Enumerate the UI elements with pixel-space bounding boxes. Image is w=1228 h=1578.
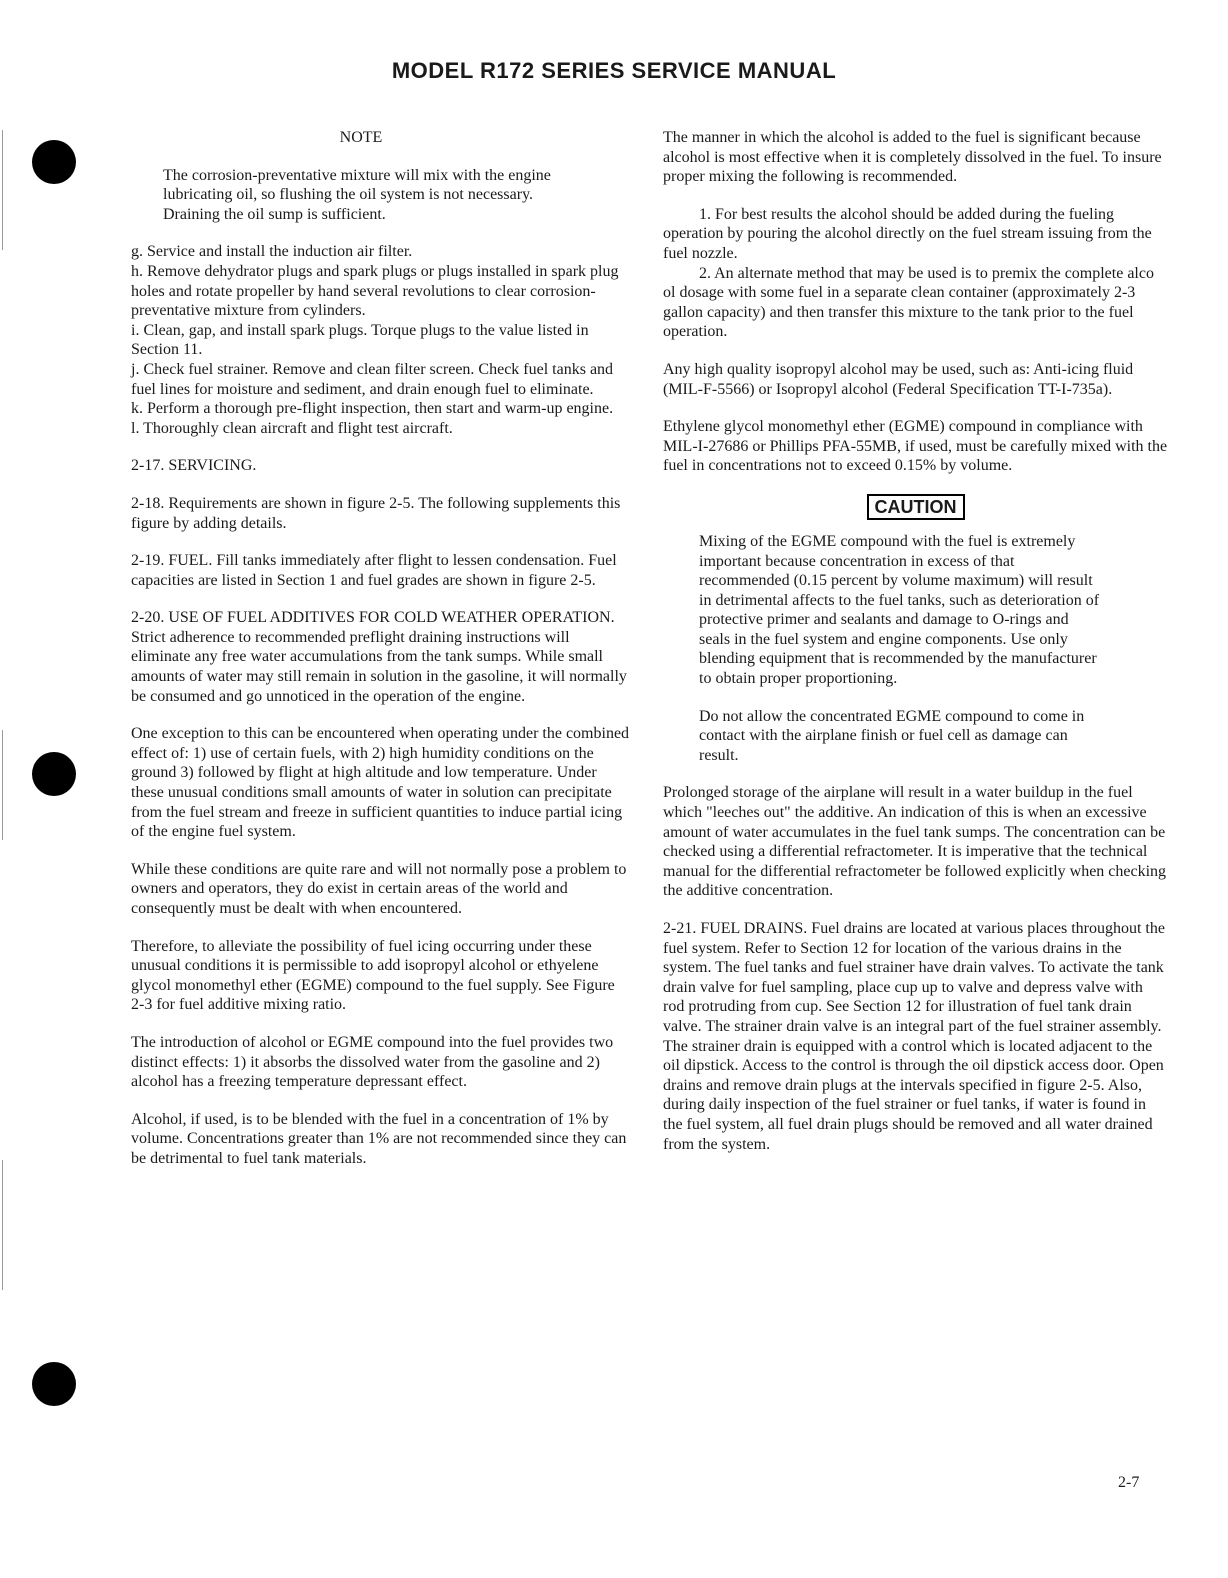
paragraph-introduction: The introduction of alcohol or EGME compound into the fuel provides two distinct effects: 1) it absorbs the dissolved water from the gasoline and 2) alcohol has a freezing temperature depressant effect. bbox=[131, 1033, 614, 1091]
caution-label: CAUTION bbox=[867, 494, 965, 520]
paragraph-2-19: 2-19. FUEL. Fill tanks immediately after flight to lessen condensation. Fuel capacities are listed in Section 1 and fuel grades are shown in figure 2-5. bbox=[131, 552, 617, 589]
paragraph-manner: The manner in which the alcohol is added to the fuel is significant because alcohol is most effective when it is completely dissolved in the fuel. To insure proper mixing the following is recommended. bbox=[663, 129, 1162, 186]
caution-text-1: Mixing of the EGME compound with the fuel is extremely important because concentration in excess of that recommended (0.15 percent by volume maximum) will result in detrimental affects to the fuel tanks, such as deterioration of protective primer and sealants and damage to O-rings and seals in the fuel system and engine components. Use only blending equipment that is recommended by the manufacturer to obtain proper proportioning. bbox=[699, 532, 1100, 688]
caution-text-2: Do not allow the concentrated EGME compound to come in contact with the airplane finish or fuel cell as damage can result. bbox=[699, 707, 1085, 764]
binder-hole-middle bbox=[32, 752, 76, 796]
binder-hole-bottom bbox=[32, 1362, 76, 1406]
scan-edge-line bbox=[2, 130, 3, 250]
procedure-steps bbox=[131, 242, 631, 438]
scan-edge-line bbox=[2, 1160, 3, 1290]
step-j: j. Check fuel strainer. Remove and clean filter screen. Check fuel tanks and fuel lines for moisture and sediment, and drain enough fuel to eliminate. bbox=[131, 360, 614, 398]
scan-edge-line bbox=[2, 730, 3, 840]
step-l: l. Thoroughly clean aircraft and flight test aircraft. bbox=[131, 419, 453, 437]
paragraph-conditions: While these conditions are quite rare and will not normally pose a problem to owners and operators, they do exist in certain areas of the world and consequently must be dealt with when encountered. bbox=[131, 860, 627, 917]
step-h: h. Remove dehydrator plugs and spark plugs or plugs installed in spark plug holes and rotate propeller by hand several revolutions to clear corrosion-preventative mixture from cylinders. bbox=[131, 262, 619, 320]
left-column bbox=[131, 128, 631, 1187]
paragraph-2-18: 2-18. Requirements are shown in figure 2-5. The following supplements this figure by adding details. bbox=[131, 494, 621, 532]
step-i: i. Clean, gap, and install spark plugs. Torque plugs to the value listed in Section 11. bbox=[131, 321, 589, 359]
paragraph-2-21: 2-21. FUEL DRAINS. Fuel drains are located at various places throughout the fuel system. Refer to Section 12 for location of the various drains in the system. The fuel tanks and fuel strainer have drain valves. To activate the tank drain valve for fuel sampling, place cup up to valve and depress valve with rod protruding from cup. See Section 12 for illustration of fuel tank drain valve. The strainer drain valve is an integral part of the fuel strainer assembly. The strainer drain is equipped with a control which is located adjacent to the oil dipstick. Access to the control is through the oil dipstick access door. Open drains and remove drain plugs at the intervals specified in figure 2-5. Also, during daily inspection of the fuel strainer or fuel tanks, if water is found in the fuel system, all fuel drain plugs should be removed and all water drained from the system. bbox=[663, 920, 1165, 1153]
paragraph-exception: One exception to this can be encountered when operating under the combined effect of: 1) use of certain fuels, with 2) high humidity conditions on the ground 3) followed by flight at high altitude and low temperature. Under these unusual conditions small amounts of water in solution can precipitate from the fuel stream and freeze in sufficient quantities to induce partial icing of the engine fuel system. bbox=[131, 725, 630, 841]
section-heading-servicing: 2-17. SERVICING. bbox=[131, 457, 257, 475]
page-number: 2-7 bbox=[1118, 1474, 1140, 1491]
page-title: MODEL R172 SERIES SERVICE MANUAL bbox=[391, 58, 837, 83]
step-k: k. Perform a thorough pre-flight inspection, then start and warm-up engine. bbox=[131, 400, 614, 418]
paragraph-storage: Prolonged storage of the airplane will result in a water buildup in the fuel which "leeches out" the additive. An indication of this is when an excessive amount of water accumulates in the fuel tank sumps. The concentration can be checked using a differential refractometer. It is imperative that the technical manual for the differential refractometer be followed explicitly when checking the additive concentration. bbox=[663, 784, 1167, 900]
paragraph-alcohol: Alcohol, if used, is to be blended with the fuel in a concentration of 1% by volume. Concentrations greater than 1% are not recommended since they can be detrimental to fuel tank materials. bbox=[131, 1110, 627, 1167]
method-item-2: 2. An alternate method that may be used is to premix the complete alco ol dosage with some fuel in a separate clean container (approximately 2-3 gallon capacity) and then transfer this mixture to the tank prior to the fuel operation. bbox=[663, 264, 1154, 341]
paragraph-isopropyl: Any high quality isopropyl alcohol may be used, such as: Anti-icing fluid (MIL-F-5566) or Isopropyl alcohol (Federal Specification TT-I-735a). bbox=[663, 360, 1134, 398]
caution-banner bbox=[663, 494, 1168, 520]
note-heading: NOTE bbox=[339, 129, 383, 146]
step-g: g. Service and install the induction air filter. bbox=[131, 243, 413, 261]
paragraph-egme: Ethylene glycol monomethyl ether (EGME) compound in compliance with MIL-I-27686 or Phillips PFA-55MB, if used, must be carefully mixed with the fuel in concentrations not to exceed 0.15% by volume. bbox=[663, 418, 1168, 475]
paragraph-2-20: 2-20. USE OF FUEL ADDITIVES FOR COLD WEATHER OPERATION. Strict adherence to recommended preflight draining instructions will eliminate any free water accumulations from the tank sumps. While small amounts of water may still remain in solution in the gasoline, it will normally be consumed and go unnoticed in the operation of the engine. bbox=[131, 609, 627, 705]
right-column bbox=[663, 128, 1168, 1172]
method-item-1: 1. For best results the alcohol should be added during the fueling operation by pouring the alcohol directly on the fuel stream issuing from the fuel nozzle. bbox=[663, 205, 1152, 262]
note-text: The corrosion-preventative mixture will mix with the engine lubricating oil, so flushing the oil system is not necessary. Draining the oil sump is sufficient. bbox=[163, 166, 551, 223]
paragraph-therefore: Therefore, to alleviate the possibility of fuel icing occurring under these unusual conditions it is permissible to add isopropyl alcohol or ethyelene glycol monomethyl ether (EGME) compound to the fuel supply. See Figure 2-3 for fuel additive mixing ratio. bbox=[131, 937, 615, 1014]
binder-hole-top bbox=[32, 140, 76, 184]
